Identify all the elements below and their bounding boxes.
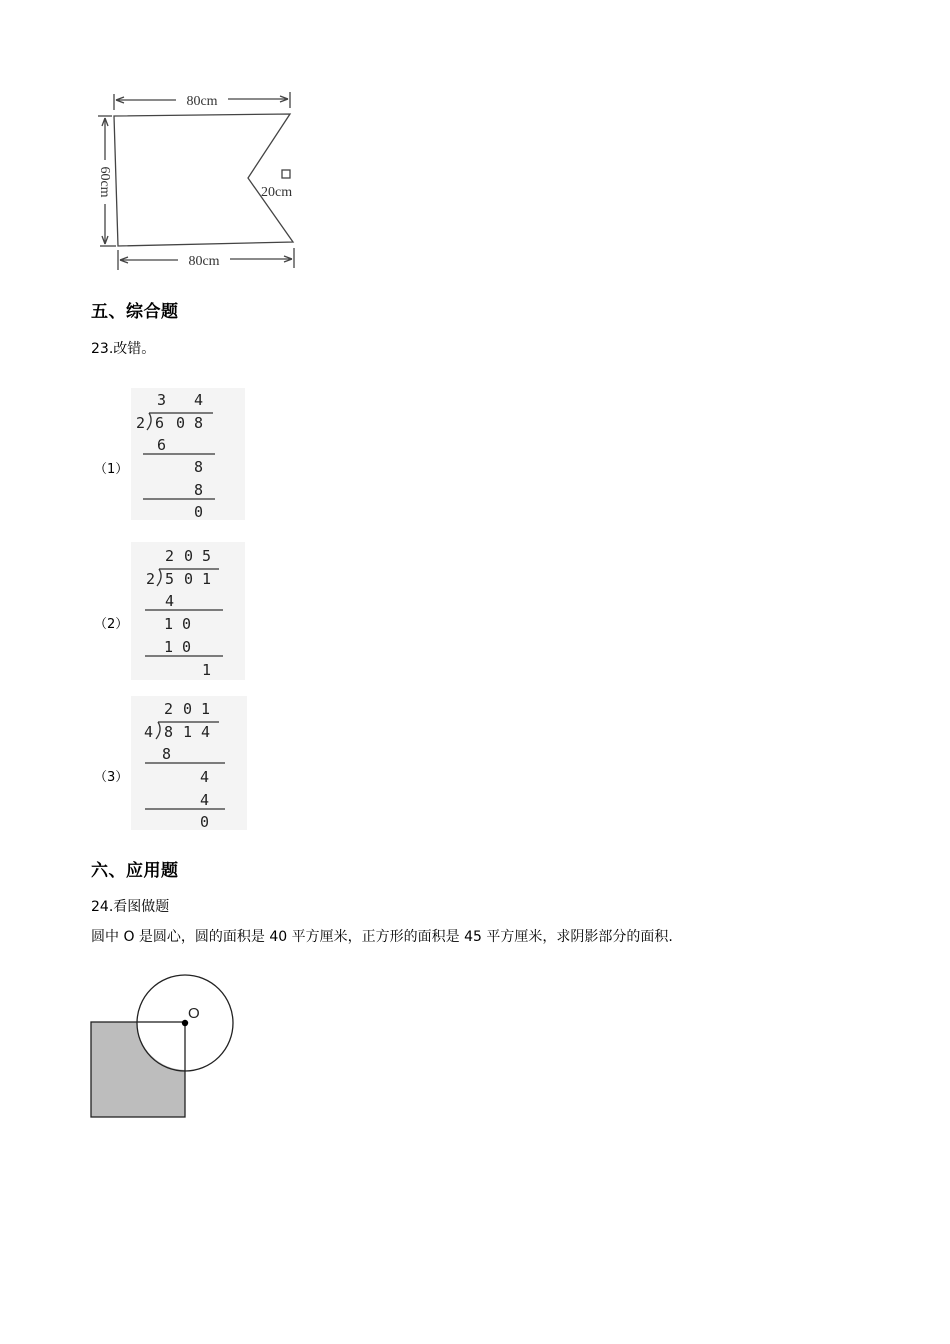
quotient-digit: 2 [165, 547, 175, 565]
dividend-digit: 4 [201, 723, 211, 741]
step-value: 8 [194, 458, 204, 476]
dividend-digit: 1 [202, 570, 212, 588]
bottom-dimension-label: 80cm [188, 254, 220, 269]
step-value: 6 [157, 436, 167, 454]
dividend-digit: 1 [183, 723, 193, 741]
divisor: 4 [144, 723, 154, 741]
circle-square-figure [88, 972, 238, 1122]
center-label: O [188, 1005, 200, 1022]
step-value: 1 0 [164, 638, 192, 656]
divisor: 2 [136, 414, 146, 432]
dividend-digit: 0 [184, 570, 194, 588]
section-six-heading: 六、应用题 [91, 861, 179, 881]
section-five-heading: 五、综合题 [91, 302, 179, 322]
quotient-digit: 0 [183, 700, 193, 718]
flag-shape-figure [88, 86, 318, 276]
step-value: 1 0 [164, 615, 192, 633]
item-1-label: （1） [94, 462, 129, 477]
question-24-text: 圆中 O 是圆心，圆的面积是 40 平方厘米，正方形的面积是 45 平方厘米，求阴影部分的面积. [91, 929, 673, 945]
step-value: 1 [202, 661, 212, 679]
quotient-digit: 1 [201, 700, 211, 718]
dividend-digit: 8 [194, 414, 204, 432]
item-3-label: （3） [94, 770, 129, 785]
dividend-digit: 0 [176, 414, 186, 432]
quotient-digit: 5 [202, 547, 212, 565]
quotient-digit: 4 [194, 391, 204, 409]
step-value: 0 [200, 813, 210, 830]
item-2-label: （2） [94, 617, 129, 632]
step-value: 0 [194, 503, 204, 520]
question-24-title: 24.看图做题 [91, 899, 170, 915]
flag-shape-outline [114, 114, 293, 246]
step-value: 8 [194, 481, 204, 499]
long-division-1 [131, 388, 245, 520]
quotient-digit: 2 [164, 700, 174, 718]
right-dimension-label: 20cm [261, 185, 293, 200]
step-value: 4 [200, 791, 210, 809]
quotient-digit: 3 [157, 391, 167, 409]
dividend-digit: 8 [164, 723, 174, 741]
divisor: 2 [146, 570, 156, 588]
left-dimension-label: 60cm [97, 166, 112, 198]
step-value: 4 [165, 592, 175, 610]
long-division-3 [131, 696, 247, 830]
long-division-2 [131, 542, 245, 680]
question-23-title: 23.改错。 [91, 341, 156, 357]
quotient-digit: 0 [184, 547, 194, 565]
step-value: 4 [200, 768, 210, 786]
dividend-digit: 6 [155, 414, 165, 432]
dividend-digit: 5 [165, 570, 175, 588]
top-dimension-label: 80cm [186, 94, 218, 109]
step-value: 8 [162, 745, 172, 763]
